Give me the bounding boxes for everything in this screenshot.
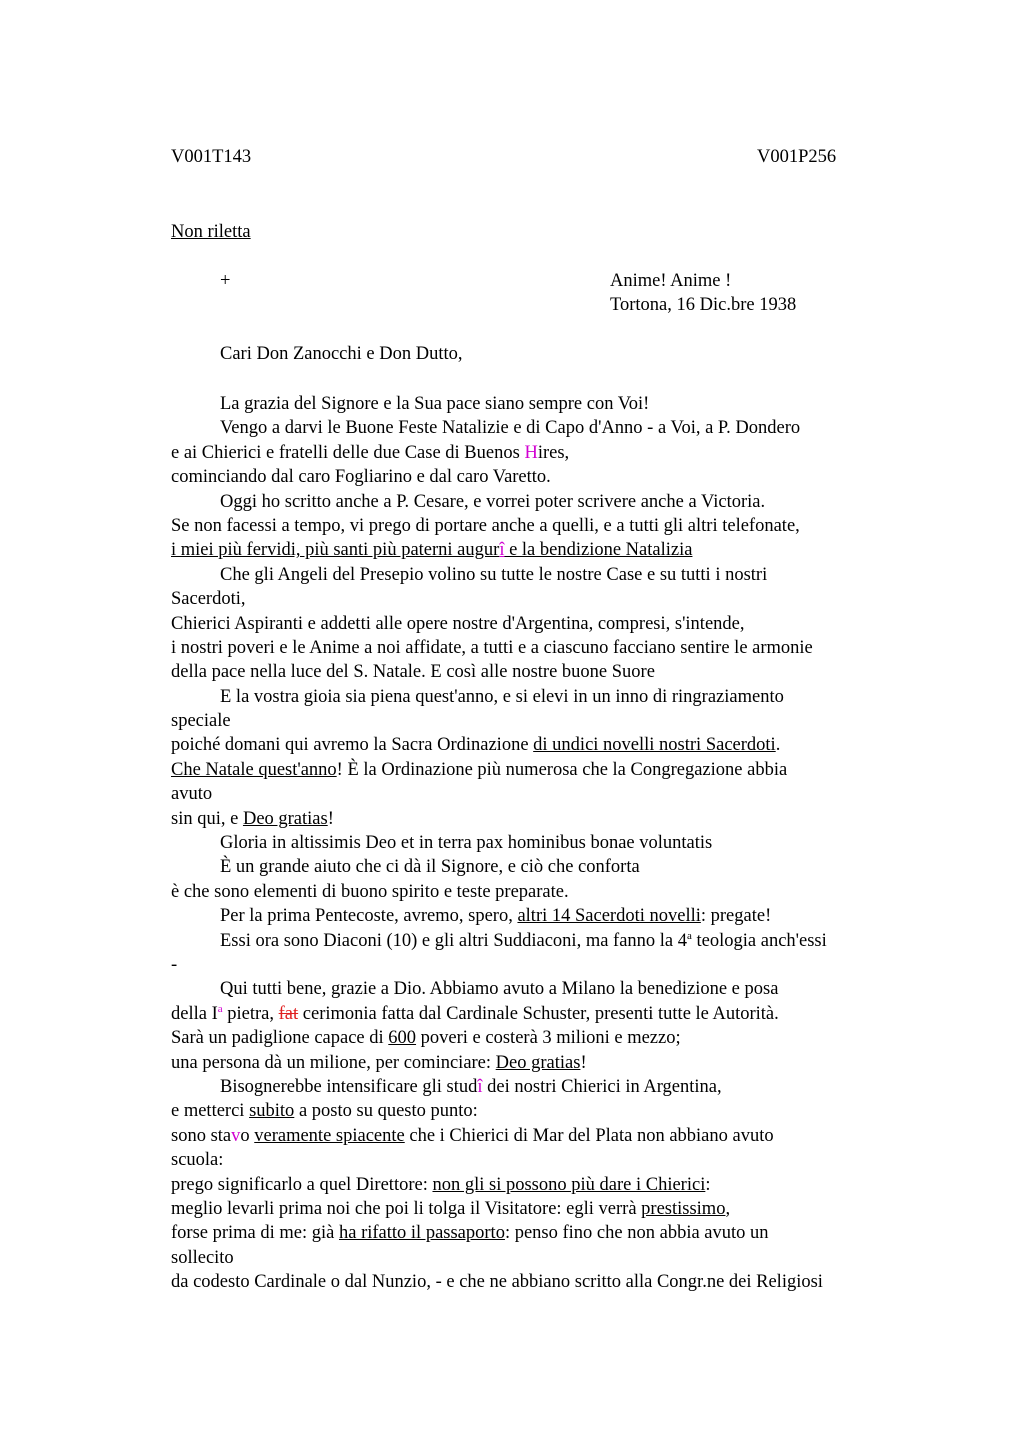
body-line (171, 1197, 911, 1221)
body-line (171, 514, 911, 538)
body-line (171, 441, 911, 465)
line-text: Chierici Aspiranti e addetti alle opere nostre d'Argentina, compresi, s'intende, (171, 613, 745, 634)
line-text: o (240, 1125, 255, 1146)
underlined-text: di undici novelli nostri Sacerdoti (533, 735, 776, 756)
place-date: Tortona, 16 Dic.bre 1938 (610, 295, 797, 315)
line-text: , (725, 1198, 731, 1219)
body-line (171, 465, 911, 489)
line-text: poiché domani qui avremo la Sacra Ordinazione (171, 735, 534, 756)
line-text: Oggi ho scritto anche a P. Cesare, e vorrei poter scrivere anche a Victoria. (220, 491, 766, 512)
line-text: ires, (537, 442, 570, 463)
line-text: Sacerdoti, (171, 589, 246, 610)
body-line (171, 1173, 911, 1197)
line-text: Sarà un padiglione capace di (171, 1028, 389, 1049)
line-text: È un grande aiuto che ci dà il Signore, e ciò che conforta (220, 857, 640, 878)
body-line (171, 1075, 911, 1099)
line-text: . (775, 735, 781, 756)
body-line (171, 416, 911, 440)
line-text: dei nostri Chierici in Argentina, (482, 1076, 722, 1097)
line-text: e ai Chierici e fratelli delle due Case di Buenos (171, 442, 525, 463)
line-text: E la vostra gioia sia piena quest'anno, e si elevi in un inno di ringraziamento (220, 686, 784, 707)
correction-text: v (231, 1125, 241, 1146)
line-text: è che sono elementi di buono spirito e teste preparate. (171, 881, 569, 902)
line-text: forse prima di me: già (171, 1223, 339, 1244)
line-text: teologia anch'essi (691, 930, 827, 951)
line-text: sollecito (171, 1247, 234, 1268)
line-text: speciale (171, 711, 231, 732)
line-text: e metterci (171, 1101, 250, 1122)
line-text: ! (580, 1052, 587, 1073)
body-line (171, 538, 911, 562)
body-line (171, 1002, 911, 1026)
body-line (171, 660, 911, 684)
line-text: : penso fino che non abbia avuto un (504, 1223, 769, 1244)
line-text: ! È la Ordinazione più numerosa che la Congregazione abbia (336, 759, 788, 780)
body-line (171, 1026, 911, 1050)
underlined-text: 600 (388, 1028, 417, 1049)
status-note: Non riletta (171, 222, 251, 242)
body-line (171, 1099, 911, 1123)
body-line (171, 612, 911, 636)
line-text: Vengo a darvi le Buone Feste Natalizie e di Capo d'Anno - a Voi, a P. Dondero (220, 418, 801, 439)
underlined-text: veramente spiacente (254, 1125, 405, 1146)
underlined-text: Deo gratias (495, 1052, 581, 1073)
underlined-text: i miei più fervidi, più santi più paterni augur (171, 540, 500, 561)
underlined-text: altri 14 Sacerdoti novelli (517, 906, 701, 927)
body-line (171, 977, 911, 1001)
line-text: a posto su questo punto: (294, 1101, 478, 1122)
underlined-text: prestissimo (641, 1198, 726, 1219)
body-line (171, 1051, 911, 1075)
line-text: scuola: (171, 1150, 224, 1171)
line-text: Se non facessi a tempo, vi prego di portare anche a quelli, e a tutti gli altri telefonate, (171, 515, 800, 536)
body-line (171, 807, 911, 831)
line-text: della pace nella luce del S. Natale. E così alle nostre buone Suore (171, 662, 655, 683)
underlined-text: subito (249, 1101, 295, 1122)
cross-mark: + (220, 271, 231, 291)
underlined-text: Che Natale quest'anno (171, 759, 337, 780)
line-text: La grazia del Signore e la Sua pace siano sempre con Voi! (220, 394, 650, 414)
line-text: meglio levarli prima noi che poi li tolga il Visitatore: egli verrà (171, 1198, 642, 1219)
underlined-text: ha rifatto il passaporto (339, 1223, 505, 1244)
line-text: poveri e costerà 3 milioni e mezzo; (416, 1028, 681, 1049)
body-line (171, 929, 911, 953)
body-line (171, 563, 911, 587)
body-line (171, 636, 911, 660)
line-text: cerimonia fatta dal Cardinale Schuster, presenti tutte le Autorità. (298, 1003, 779, 1024)
motto: Anime! Anime ! (610, 271, 732, 291)
body-line (171, 490, 911, 514)
line-text: che i Chierici di Mar del Plata non abbiano avuto (404, 1125, 774, 1146)
body-line (171, 880, 911, 904)
line-text: Che gli Angeli del Presepio volino su tutte le nostre Case e su tutti i nostri (220, 564, 768, 585)
line-text: : (705, 1174, 711, 1195)
body-line (171, 904, 911, 928)
underlined-text: non gli si possono più dare i Chierici (432, 1174, 706, 1195)
line-text: ! (327, 808, 334, 829)
body-line (171, 709, 911, 733)
line-text: Qui tutti bene, grazie a Dio. Abbiamo avuto a Milano la benedizione e posa (220, 979, 779, 1000)
line-text: prego significarlo a quel Direttore: (171, 1174, 433, 1195)
body-line (171, 953, 911, 977)
body-line (171, 392, 911, 416)
document-code-right: V001P256 (757, 147, 837, 167)
document-code-left: V001T143 (171, 147, 252, 167)
letter-body (171, 392, 911, 1294)
struck-text: fat (278, 1003, 299, 1024)
underlined-text: î (499, 540, 505, 561)
correction-text: î (477, 1076, 483, 1097)
line-text: i nostri poveri e le Anime a noi affidate, a tutti e a ciascuno facciano sentire le armonie (171, 637, 813, 658)
superscript-text: a (217, 1002, 223, 1015)
body-line (171, 1124, 911, 1148)
line-text: - (171, 954, 178, 975)
line-text: Bisognerebbe intensificare gli stud (220, 1076, 478, 1097)
body-line (171, 758, 911, 782)
line-text: Per la prima Pentecoste, avremo, spero, (220, 906, 518, 927)
underlined-text: e la bendizione Natalizia (504, 540, 693, 561)
line-text: della I (171, 1003, 218, 1024)
line-text: sin qui, e (171, 808, 243, 829)
body-line (171, 1221, 911, 1245)
line-text: una persona dà un milione, per cominciare: (171, 1052, 496, 1073)
body-line (171, 831, 911, 855)
body-line (171, 733, 911, 757)
underlined-text: Deo gratias (242, 808, 328, 829)
line-text: sono sta (171, 1125, 232, 1146)
body-line (171, 685, 911, 709)
line-text: da codesto Cardinale o dal Nunzio, - e che ne abbiano scritto alla Congr.ne dei Religiosi (171, 1272, 823, 1293)
body-line (171, 587, 911, 611)
body-line (171, 1270, 911, 1294)
line-text: avuto (171, 784, 213, 805)
body-line (171, 855, 911, 879)
line-text: cominciando dal caro Fogliarino e dal caro Varetto. (171, 467, 551, 488)
line-text: : pregate! (700, 906, 772, 927)
body-line (171, 1148, 911, 1172)
line-text: pietra, (222, 1003, 279, 1024)
superscript-text: a (687, 929, 692, 942)
body-line (171, 782, 911, 806)
line-text: Gloria in altissimis Deo et in terra pax hominibus bonae voluntatis (220, 833, 713, 854)
salutation: Cari Don Zanocchi e Don Dutto, (220, 344, 463, 364)
correction-text: H (524, 442, 538, 463)
line-text: Essi ora sono Diaconi (10) e gli altri Suddiaconi, ma fanno la 4 (220, 930, 688, 951)
body-line (171, 1246, 911, 1270)
